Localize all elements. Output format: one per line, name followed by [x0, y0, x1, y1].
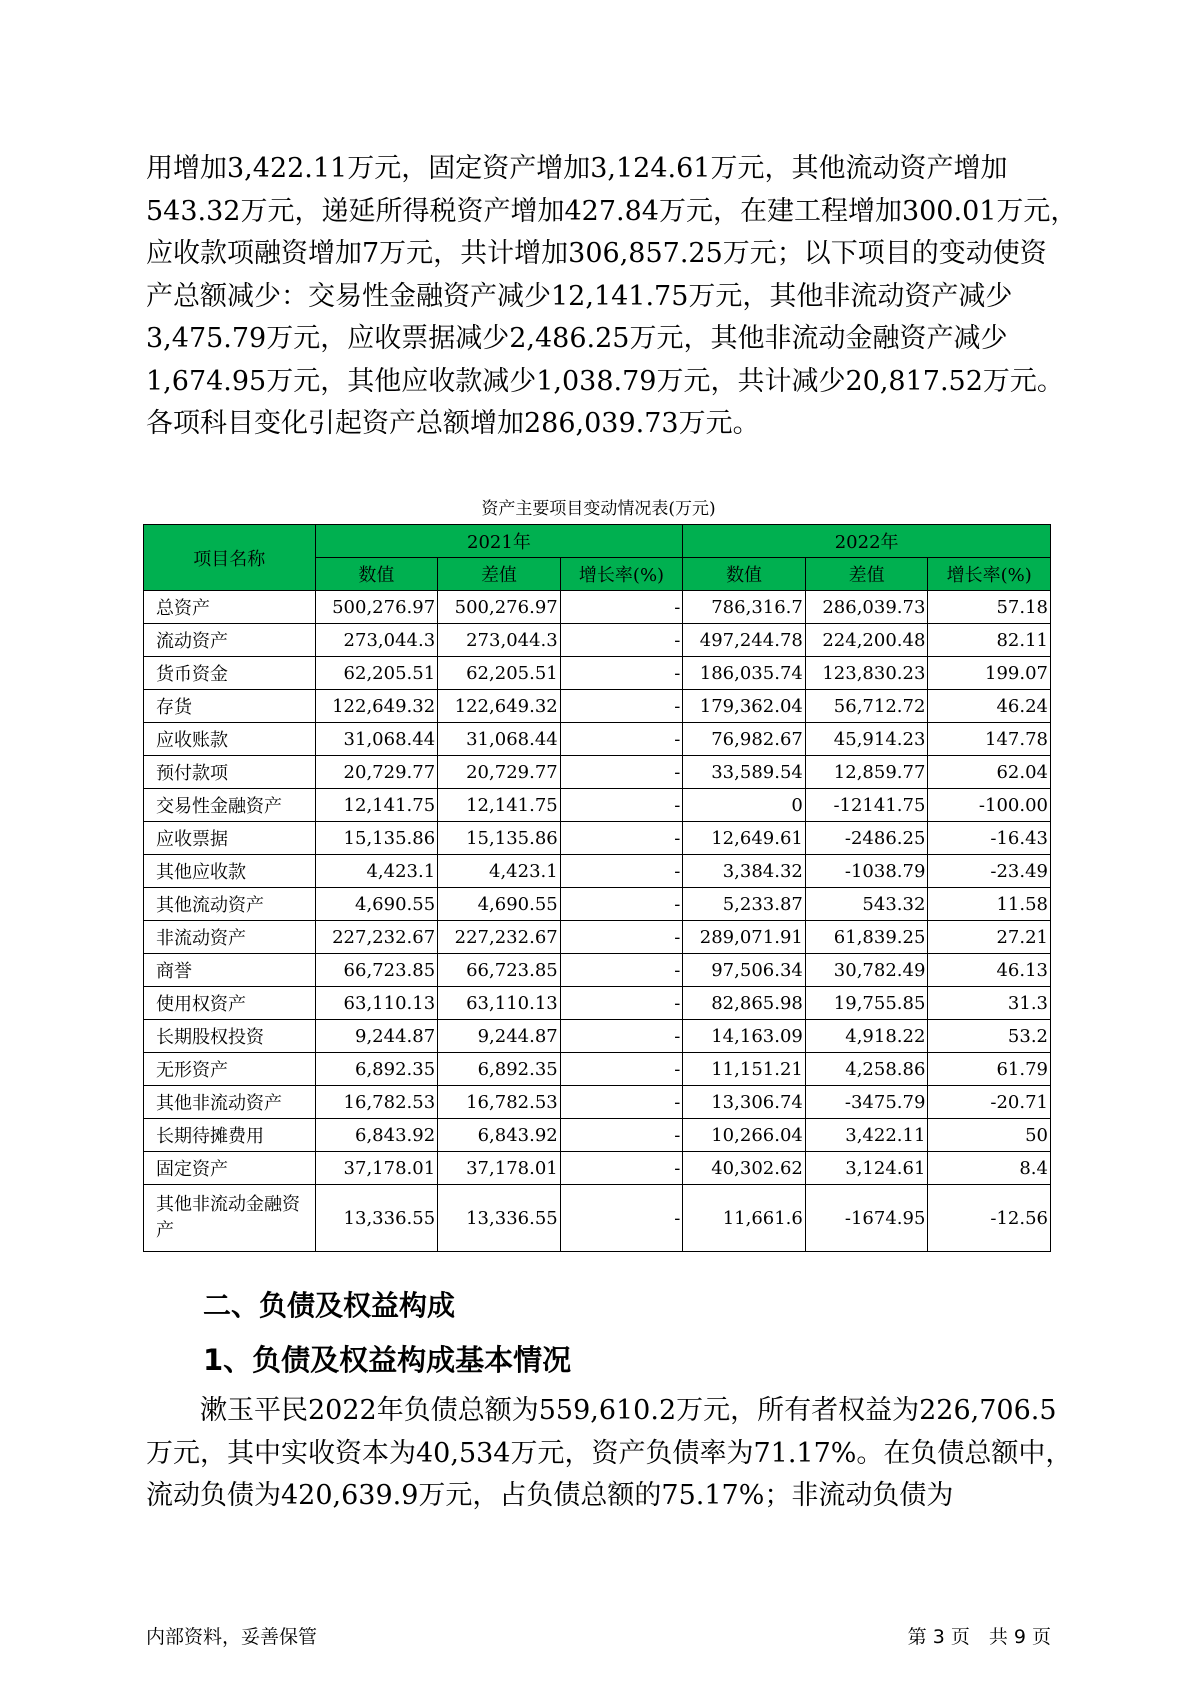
row-cell-d1: 12,141.75	[438, 789, 561, 822]
paragraph-line: 3,475.79万元，应收票据减少2,486.25万元，其他非流动金融资产减少	[146, 323, 1008, 354]
table-row	[144, 855, 1051, 888]
table-row	[144, 921, 1051, 954]
row-cell-v2: 179,362.04	[683, 690, 806, 723]
row-item-name: 应收票据	[144, 822, 316, 855]
row-cell-v1: 37,178.01	[315, 1152, 438, 1185]
row-cell-d1: 4,690.55	[438, 888, 561, 921]
row-cell-d1: 62,205.51	[438, 657, 561, 690]
row-cell-g2: 27.21	[928, 921, 1051, 954]
row-cell-g1: -	[560, 987, 683, 1020]
row-cell-g1: -	[560, 1086, 683, 1119]
header-growth: 增长率(%)	[560, 558, 683, 591]
row-item-name: 总资产	[144, 591, 316, 624]
row-item-name: 无形资产	[144, 1053, 316, 1086]
row-cell-v1: 4,423.1	[315, 855, 438, 888]
row-cell-d2: 4,258.86	[805, 1053, 928, 1086]
row-cell-g2: 61.79	[928, 1053, 1051, 1086]
row-cell-d2: -3475.79	[805, 1086, 928, 1119]
row-cell-g1: -	[560, 855, 683, 888]
row-item-name: 非流动资产	[144, 921, 316, 954]
row-cell-v2: 40,302.62	[683, 1152, 806, 1185]
table-row	[144, 657, 1051, 690]
row-item-name: 预付款项	[144, 756, 316, 789]
row-cell-d1: 37,178.01	[438, 1152, 561, 1185]
paragraph-line: 1,674.95万元，其他应收款减少1,038.79万元，共计减少20,817.52万元。	[146, 365, 1064, 397]
row-cell-v2: 11,151.21	[683, 1053, 806, 1086]
row-item-name: 其他应收款	[144, 855, 316, 888]
row-cell-g2: -16.43	[928, 822, 1051, 855]
row-item-name: 流动资产	[144, 624, 316, 657]
row-cell-d2: 45,914.23	[805, 723, 928, 756]
row-cell-v2: 0	[683, 789, 806, 822]
row-cell-v2: 82,865.98	[683, 987, 806, 1020]
row-cell-v2: 12,649.61	[683, 822, 806, 855]
paragraph-line: 543.32万元，递延所得税资产增加427.84万元，在建工程增加300.01万元，	[146, 195, 1078, 227]
paragraph-line: 应收款项融资增加7万元，共计增加306,857.25万元；以下项目的变动使资	[146, 238, 1047, 269]
row-cell-v1: 62,205.51	[315, 657, 438, 690]
row-cell-g1: -	[560, 822, 683, 855]
row-item-name: 商誉	[144, 954, 316, 987]
table-row	[144, 954, 1051, 987]
table-row	[144, 789, 1051, 822]
row-cell-d1: 31,068.44	[438, 723, 561, 756]
row-cell-g1: -	[560, 888, 683, 921]
row-cell-d2: -1038.79	[805, 855, 928, 888]
row-cell-d2: 286,039.73	[805, 591, 928, 624]
row-cell-v1: 15,135.86	[315, 822, 438, 855]
row-cell-d2: -2486.25	[805, 822, 928, 855]
row-cell-g1: -	[560, 1119, 683, 1152]
section-heading: 二、负债及权益构成	[203, 1289, 456, 1322]
table-row	[144, 1053, 1051, 1086]
row-cell-d1: 20,729.77	[438, 756, 561, 789]
row-cell-g2: 11.58	[928, 888, 1051, 921]
row-cell-d2: 3,124.61	[805, 1152, 928, 1185]
header-diff: 差值	[805, 558, 928, 591]
row-cell-d1: 6,843.92	[438, 1119, 561, 1152]
paragraph-line: 万元，其中实收资本为40,534万元，资产负债率为71.17%。在负债总额中，	[146, 1437, 1073, 1469]
row-cell-v1: 6,843.92	[315, 1119, 438, 1152]
row-cell-g1: -	[560, 921, 683, 954]
row-cell-d1: 500,276.97	[438, 591, 561, 624]
row-item-name: 固定资产	[144, 1152, 316, 1185]
row-cell-v1: 273,044.3	[315, 624, 438, 657]
row-cell-g1: -	[560, 690, 683, 723]
row-cell-g2: 53.2	[928, 1020, 1051, 1053]
header-item-name: 项目名称	[144, 525, 316, 591]
footer-page-number: 第 3 页 共 9 页	[907, 1626, 1051, 1648]
row-cell-d2: -1674.95	[805, 1185, 928, 1252]
table-row	[144, 1020, 1051, 1053]
row-cell-d1: 273,044.3	[438, 624, 561, 657]
row-cell-g1: -	[560, 723, 683, 756]
table-row	[144, 888, 1051, 921]
row-item-name: 应收账款	[144, 723, 316, 756]
row-cell-g1: -	[560, 591, 683, 624]
row-cell-g2: 31.3	[928, 987, 1051, 1020]
row-item-name: 长期待摊费用	[144, 1119, 316, 1152]
row-cell-g2: 62.04	[928, 756, 1051, 789]
row-cell-g1: -	[560, 1185, 683, 1252]
row-cell-d2: 12,859.77	[805, 756, 928, 789]
paragraph-line: 用增加3,422.11万元，固定资产增加3,124.61万元，其他流动资产增加	[146, 153, 1008, 184]
liability-paragraph	[146, 1390, 1073, 1518]
row-cell-d2: 30,782.49	[805, 954, 928, 987]
row-cell-d1: 63,110.13	[438, 987, 561, 1020]
paragraph-line: 流动负债为420,639.9万元，占负债总额的75.17%；非流动负债为	[146, 1480, 954, 1511]
row-cell-v2: 14,163.09	[683, 1020, 806, 1053]
header-value: 数值	[683, 558, 806, 591]
row-cell-d2: 224,200.48	[805, 624, 928, 657]
table-row	[144, 1185, 1051, 1252]
row-cell-v2: 10,266.04	[683, 1119, 806, 1152]
row-item-name: 长期股权投资	[144, 1020, 316, 1053]
row-cell-v2: 186,035.74	[683, 657, 806, 690]
row-cell-g1: -	[560, 1020, 683, 1053]
row-cell-g2: -20.71	[928, 1086, 1051, 1119]
row-cell-g1: -	[560, 657, 683, 690]
row-cell-g1: -	[560, 624, 683, 657]
row-cell-v2: 11,661.6	[683, 1185, 806, 1252]
row-cell-d1: 13,336.55	[438, 1185, 561, 1252]
row-cell-d1: 227,232.67	[438, 921, 561, 954]
row-cell-g2: 199.07	[928, 657, 1051, 690]
row-cell-d2: 19,755.85	[805, 987, 928, 1020]
row-cell-d2: 543.32	[805, 888, 928, 921]
row-item-name: 其他流动资产	[144, 888, 316, 921]
row-item-name: 存货	[144, 690, 316, 723]
row-cell-g1: -	[560, 789, 683, 822]
table-body	[144, 591, 1051, 1252]
row-cell-v1: 500,276.97	[315, 591, 438, 624]
row-cell-d1: 9,244.87	[438, 1020, 561, 1053]
row-item-name: 交易性金融资产	[144, 789, 316, 822]
row-cell-g2: -100.00	[928, 789, 1051, 822]
row-cell-v2: 289,071.91	[683, 921, 806, 954]
row-cell-g1: -	[560, 756, 683, 789]
row-cell-v1: 20,729.77	[315, 756, 438, 789]
row-cell-v2: 3,384.32	[683, 855, 806, 888]
paragraph-line: 各项科目变化引起资产总额增加286,039.73万元。	[146, 408, 760, 439]
row-cell-v1: 31,068.44	[315, 723, 438, 756]
table-row	[144, 1086, 1051, 1119]
table-row	[144, 756, 1051, 789]
table-row	[144, 624, 1051, 657]
row-cell-d2: 3,422.11	[805, 1119, 928, 1152]
header-year-2021: 2021年	[315, 525, 683, 558]
row-cell-v2: 97,506.34	[683, 954, 806, 987]
row-cell-g2: 50	[928, 1119, 1051, 1152]
row-cell-v1: 9,244.87	[315, 1020, 438, 1053]
row-cell-v1: 63,110.13	[315, 987, 438, 1020]
row-cell-g1: -	[560, 1152, 683, 1185]
paragraph-line: 产总额减少：交易性金融资产减少12,141.75万元，其他非流动资产减少	[146, 280, 1013, 312]
paragraph-line: 漱玉平民2022年负债总额为559,610.2万元，所有者权益为226,706.5	[146, 1395, 1057, 1426]
row-cell-v1: 66,723.85	[315, 954, 438, 987]
row-cell-d2: 56,712.72	[805, 690, 928, 723]
row-cell-g2: 46.13	[928, 954, 1051, 987]
row-cell-d2: 4,918.22	[805, 1020, 928, 1053]
row-cell-v2: 13,306.74	[683, 1086, 806, 1119]
row-cell-g2: 8.4	[928, 1152, 1051, 1185]
row-item-name: 货币资金	[144, 657, 316, 690]
row-cell-d1: 122,649.32	[438, 690, 561, 723]
row-cell-v1: 16,782.53	[315, 1086, 438, 1119]
footer-confidential-note: 内部资料，妥善保管	[146, 1626, 318, 1648]
row-cell-d1: 15,135.86	[438, 822, 561, 855]
row-cell-v2: 33,589.54	[683, 756, 806, 789]
header-diff: 差值	[438, 558, 561, 591]
row-cell-d2: 61,839.25	[805, 921, 928, 954]
header-growth: 增长率(%)	[928, 558, 1051, 591]
row-cell-g2: 57.18	[928, 591, 1051, 624]
row-item-name: 其他非流动金融资产	[144, 1185, 316, 1252]
row-cell-v2: 76,982.67	[683, 723, 806, 756]
row-item-name: 使用权资产	[144, 987, 316, 1020]
row-cell-v2: 5,233.87	[683, 888, 806, 921]
row-cell-v1: 4,690.55	[315, 888, 438, 921]
subsection-heading: 1、负债及权益构成基本情况	[203, 1343, 572, 1377]
row-cell-v1: 12,141.75	[315, 789, 438, 822]
row-cell-g1: -	[560, 954, 683, 987]
row-cell-v1: 227,232.67	[315, 921, 438, 954]
row-cell-g2: -12.56	[928, 1185, 1051, 1252]
asset-change-table	[143, 524, 1051, 1252]
table-row	[144, 591, 1051, 624]
row-cell-g2: -23.49	[928, 855, 1051, 888]
row-cell-d1: 16,782.53	[438, 1086, 561, 1119]
row-cell-v2: 497,244.78	[683, 624, 806, 657]
row-cell-v1: 6,892.35	[315, 1053, 438, 1086]
row-cell-d1: 4,423.1	[438, 855, 561, 888]
row-cell-v1: 122,649.32	[315, 690, 438, 723]
table-row	[144, 987, 1051, 1020]
header-value: 数值	[315, 558, 438, 591]
row-cell-d1: 66,723.85	[438, 954, 561, 987]
intro-paragraph	[146, 148, 1078, 446]
row-cell-g1: -	[560, 1053, 683, 1086]
table-row	[144, 1152, 1051, 1185]
row-cell-g2: 82.11	[928, 624, 1051, 657]
table-row	[144, 1119, 1051, 1152]
row-cell-v1: 13,336.55	[315, 1185, 438, 1252]
row-cell-v2: 786,316.7	[683, 591, 806, 624]
table-row	[144, 723, 1051, 756]
row-cell-d2: 123,830.23	[805, 657, 928, 690]
table-caption: 资产主要项目变动情况表(万元)	[481, 499, 716, 519]
row-cell-g2: 46.24	[928, 690, 1051, 723]
header-year-2022: 2022年	[683, 525, 1051, 558]
table-row	[144, 822, 1051, 855]
table-header-row	[144, 525, 1051, 558]
row-cell-d2: -12141.75	[805, 789, 928, 822]
row-cell-d1: 6,892.35	[438, 1053, 561, 1086]
table-row	[144, 690, 1051, 723]
row-item-name: 其他非流动资产	[144, 1086, 316, 1119]
row-cell-g2: 147.78	[928, 723, 1051, 756]
